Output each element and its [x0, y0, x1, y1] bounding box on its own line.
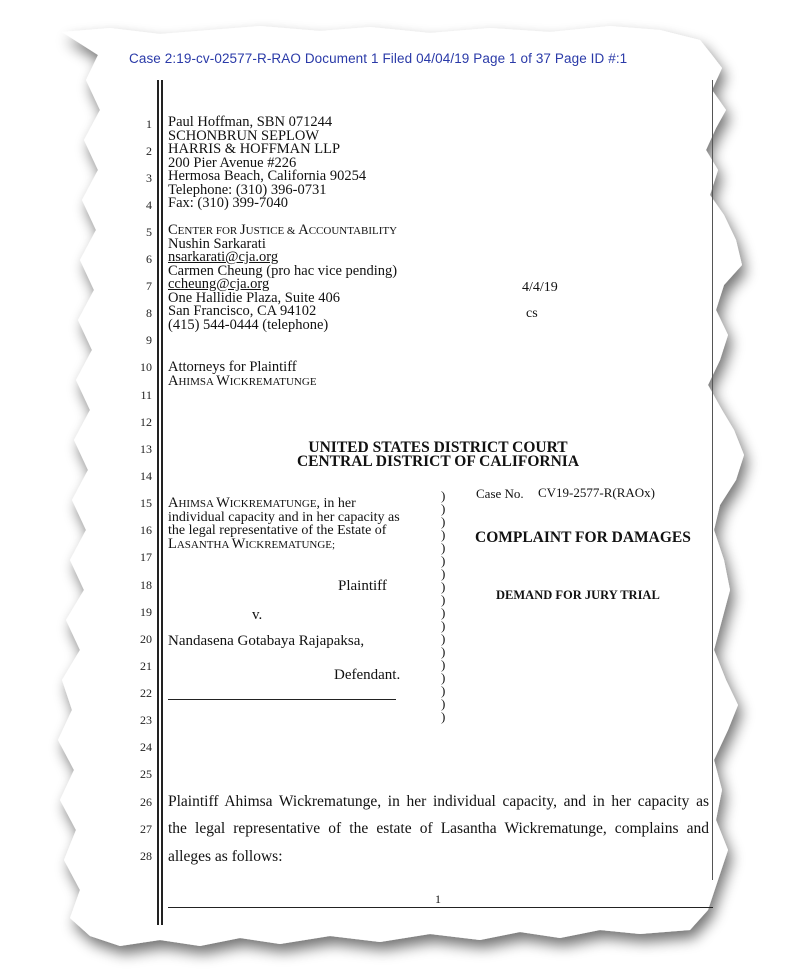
filing-stamp-date: 4/4/19 — [522, 280, 558, 295]
line-number: 1 — [146, 117, 152, 131]
line-number: 10 — [140, 360, 152, 374]
body-paragraph-line3: alleges as follows: — [168, 848, 283, 865]
org-telephone: (415) 544-0444 (telephone) — [168, 316, 329, 333]
line-number: 11 — [140, 388, 152, 402]
attorney-name: Carmen Cheung (pro hac vice pending) — [168, 262, 398, 279]
page-number: 1 — [435, 892, 441, 906]
attorney-name: Nushin Sarkarati — [168, 235, 266, 252]
plaintiff-name-smallcaps: AHIMSA WICKREMATUNGE — [168, 372, 317, 389]
attorneys-for-label: Attorneys for Plaintiff — [168, 359, 297, 375]
court-title-line1: UNITED STATES DISTRICT COURT — [308, 439, 568, 456]
line-number: 23 — [140, 713, 152, 727]
line-number: 12 — [140, 415, 152, 429]
filing-stamp-initials: cs — [526, 306, 538, 321]
defendant-label: Defendant. — [334, 667, 401, 683]
line-number: 27 — [140, 822, 152, 836]
body-paragraph-line1: Plaintiff Ahimsa Wickrematunge, in her individual capacity, and in her capacity as — [168, 793, 709, 810]
caption-plaintiff-line1: AHIMSA WICKREMATUNGE, in her — [168, 495, 356, 511]
left-margin-rule-outer — [157, 80, 159, 925]
court-title — [168, 441, 708, 469]
line-number: 24 — [140, 740, 152, 754]
org-address: One Hallidie Plaza, Suite 406 — [168, 289, 340, 306]
line-number: 4 — [146, 198, 152, 212]
line-number: 15 — [140, 496, 152, 510]
firm-telephone: Telephone: (310) 396-0731 — [168, 181, 327, 198]
firm-name-line2: HARRIS & HOFFMAN LLP — [168, 141, 341, 157]
versus-label: v. — [252, 607, 263, 623]
line-number: 28 — [140, 849, 152, 863]
attorney-email-link[interactable]: nsarkarati@cja.org — [168, 249, 279, 265]
firm-address: 200 Pier Avenue #226 — [168, 154, 297, 171]
court-title-line2: CENTRAL DISTRICT OF CALIFORNIA — [296, 453, 580, 470]
line-number: 13 — [140, 442, 152, 456]
line-number: 25 — [140, 767, 152, 781]
firm-name-line1: SCHONBRUN SEPLOW — [168, 127, 320, 144]
line-number: 9 — [146, 333, 152, 347]
counsel-block-cja — [168, 224, 397, 332]
right-margin-rule — [712, 80, 713, 880]
line-number: 19 — [140, 605, 152, 619]
line-number: 26 — [140, 795, 152, 809]
jury-demand-title: DEMAND FOR JURY TRIAL — [496, 588, 660, 602]
caption-plaintiff-line2: individual capacity and in her capacity as — [168, 509, 400, 525]
left-margin-rule-inner — [161, 80, 163, 925]
attorney-email-link[interactable]: ccheung@cja.org — [168, 276, 270, 292]
body-paragraph-line2: the legal representative of the estate of Lasantha Wickrematunge, complains and — [168, 820, 709, 837]
caption-plaintiff — [168, 497, 400, 551]
line-number: 7 — [146, 279, 152, 293]
line-number: 2 — [146, 144, 152, 158]
caption-underline — [168, 699, 396, 700]
case-number-value: CV19-2577-R(RAOx) — [538, 485, 655, 500]
caption-parentheses: ) ) ) ) ) ) ) ) ) ) ) ) ) ) ) ) ) ) — [441, 488, 446, 724]
line-number: 21 — [140, 659, 152, 673]
line-number: 5 — [146, 225, 152, 239]
counsel-block-schonbrun — [168, 116, 366, 211]
line-number: 17 — [140, 550, 152, 564]
line-number: 3 — [146, 171, 152, 185]
org-city: San Francisco, CA 94102 — [168, 303, 317, 319]
caption-plaintiff-line4: LASANTHA WICKREMATUNGE; — [168, 535, 336, 552]
line-number: 18 — [140, 578, 152, 592]
line-number: 20 — [140, 632, 152, 646]
complaint-title: COMPLAINT FOR DAMAGES — [475, 529, 691, 546]
org-name: CENTER FOR JUSTICE & ACCOUNTABILITY — [168, 222, 398, 238]
firm-city: Hermosa Beach, California 90254 — [168, 168, 367, 184]
attorneys-for-block — [168, 361, 317, 388]
counsel-name: Paul Hoffman, SBN 071244 — [168, 114, 333, 130]
defendant-name: Nandasena Gotabaya Rajapaksa, — [168, 633, 365, 649]
case-number-label: Case No. — [476, 486, 524, 501]
line-number: 22 — [140, 686, 152, 700]
case-header-stamp: Case 2:19-cv-02577-R-RAO Document 1 Filed 04/04/19 Page 1 of 37 Page ID #:1 — [129, 51, 628, 66]
footer-rule — [168, 907, 713, 908]
line-number: 16 — [140, 523, 152, 537]
line-number: 8 — [146, 306, 152, 320]
caption-plaintiff-line3: the legal representative of the Estate of — [168, 523, 387, 538]
line-number: 6 — [146, 252, 152, 266]
firm-fax: Fax: (310) 399-7040 — [168, 195, 289, 211]
plaintiff-label: Plaintiff — [338, 578, 387, 594]
line-number: 14 — [140, 469, 152, 483]
